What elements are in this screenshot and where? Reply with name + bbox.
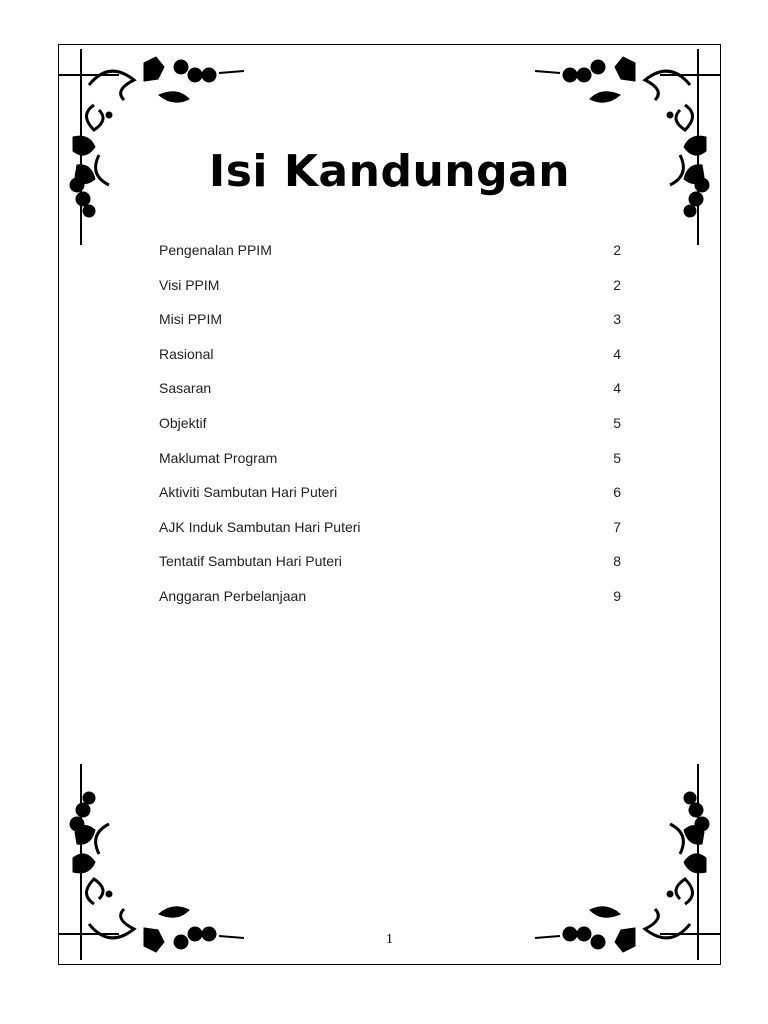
- toc-entry-label: Pengenalan PPIM: [159, 242, 272, 258]
- toc-entry-page: 8: [613, 553, 621, 570]
- toc-entry-label: Objektif: [159, 414, 207, 431]
- toc-entry-page: 5: [613, 449, 621, 466]
- toc-entry-page: 2: [613, 276, 621, 293]
- toc-entry[interactable]: [159, 415, 621, 450]
- toc-entry-label: Maklumat Program: [159, 449, 278, 466]
- toc-entry[interactable]: [159, 346, 621, 381]
- toc-entry-label: AJK Induk Sambutan Hari Puteri: [159, 518, 361, 535]
- toc-entry[interactable]: [159, 311, 621, 346]
- document-page: [58, 44, 721, 965]
- toc-entry-page: 7: [613, 518, 621, 535]
- toc-entry[interactable]: [159, 553, 621, 588]
- toc-entry[interactable]: [159, 450, 621, 485]
- toc-entry-label: Aktiviti Sambutan Hari Puteri: [159, 484, 338, 501]
- toc-entry-label: Visi PPIM: [159, 276, 220, 293]
- toc-entry[interactable]: [159, 588, 621, 623]
- toc-entry-label: Rasional: [159, 345, 214, 362]
- toc-entry-page: 9: [613, 587, 621, 604]
- page-title: Isi Kandungan: [208, 146, 571, 198]
- toc-entry-page: 2: [613, 242, 621, 258]
- toc-entry[interactable]: [159, 484, 621, 519]
- toc-entry[interactable]: [159, 242, 621, 277]
- toc-entry-page: 3: [613, 311, 621, 328]
- toc-entry[interactable]: [159, 277, 621, 312]
- table-of-contents: [159, 242, 621, 623]
- toc-entry-page: 5: [613, 414, 621, 431]
- toc-entry[interactable]: [159, 380, 621, 415]
- toc-entry-label: Misi PPIM: [159, 311, 222, 328]
- toc-entry-label: Tentatif Sambutan Hari Puteri: [159, 553, 342, 570]
- page-number: 1: [386, 932, 393, 947]
- toc-entry-label: Anggaran Perbelanjaan: [159, 587, 307, 604]
- toc-entry[interactable]: [159, 519, 621, 554]
- toc-entry-page: 6: [613, 484, 621, 501]
- toc-entry-page: 4: [613, 380, 621, 397]
- toc-entry-label: Sasaran: [159, 380, 212, 397]
- toc-entry-page: 4: [613, 345, 621, 362]
